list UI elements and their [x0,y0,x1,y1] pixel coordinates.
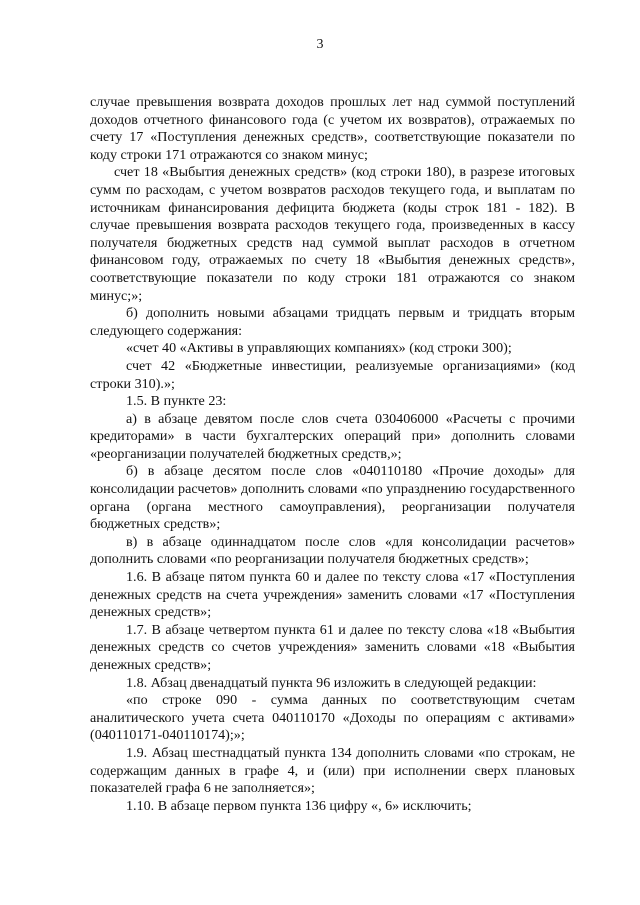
paragraph-1-10: 1.10. В абзаце первом пункта 136 цифру «, 6» исключить; [126,797,472,814]
page-number: 3 [316,37,324,52]
paragraph-1-7: 1.7. В абзаце четвертом пункта 61 и далее по тексту слова «18 «Выбытия денежных средств со счетов учреждения» заменить словами «18 «Выбытия денежных средств»; [90,621,575,673]
paragraph-1-5: 1.5. В пункте 23: [126,393,227,410]
paragraph-account-40: «счет 40 «Активы в управляющих компаниях» (код строки 300); [126,340,512,357]
paragraph-account-18: счет 18 «Выбытия денежных средств» (код строки 180), в разрезе итоговых сумм по расходам, с учетом возвратов расходов текущего года, и выплатам по источникам финансирования дефицита бюджета (коды строк 181 - 182). В случае превышения возврата расходов текущего года, произведенных в кассу получателя бюджетных средств над суммой выплат расходов в отчетном финансовом году, отражаемых по счету 18 «Выбытия денежных средств», соответствующие показатели по коду строки 181 отражаются со знаком минус;»; [90,164,575,304]
document-body [90,94,575,815]
paragraph-1-5-v: в) в абзаце одиннадцатом после слов «для консолидации расчетов» дополнить словами «по реорганизации получателя бюджетных средств»; [90,533,575,568]
paragraph-continuation: случае превышения возврата доходов прошлых лет над суммой поступлений доходов отчетного финансового года (с учетом их возвратов), отражаемых по счету 17 «Поступления денежных средств», соответствующие показатели по коду строки 171 отражаются со знаком минус; [90,94,575,163]
paragraph-b-add: б) дополнить новыми абзацами тридцать первым и тридцать вторым следующего содержания: [90,305,575,339]
paragraph-1-8-text: «по строке 090 - сумма данных по соответствующим счетам аналитического учета счета 040110170 «Доходы по операциям с активами» (040110171-040110174);»; [90,692,575,744]
paragraph-1-9: 1.9. Абзац шестнадцатый пункта 134 дополнить словами «по строкам, не содержащим данных в графе 4, и (или) при исполнении сверх плановых показателей графа 6 не заполняется»; [90,744,575,797]
paragraph-1-8: 1.8. Абзац двенадцатый пункта 96 изложить в следующей редакции: [126,674,537,691]
paragraph-1-6: 1.6. В абзаце пятом пункта 60 и далее по тексту слова «17 «Поступления денежных средств на счета учреждения» заменить словами «17 «Поступления денежных средств»; [90,569,575,621]
paragraph-1-5-a: а) в абзаце девятом после слов счета 030406000 «Расчеты с прочими кредиторами» в части бухгалтерских операций при» дополнить словами «реорганизации получателей бюджетных средств,»; [90,410,575,462]
paragraph-account-42: счет 42 «Бюджетные инвестиции, реализуемые организациями» (код строки 310).»; [90,357,575,392]
paragraph-1-5-b: б) в абзаце десятом после слов «040110180 «Прочие доходы» для консолидации расчетов» дополнить словами «по упразднению государственного органа (органа местного самоуправления), реорганизации получателя бюджетных средств»; [90,463,575,533]
